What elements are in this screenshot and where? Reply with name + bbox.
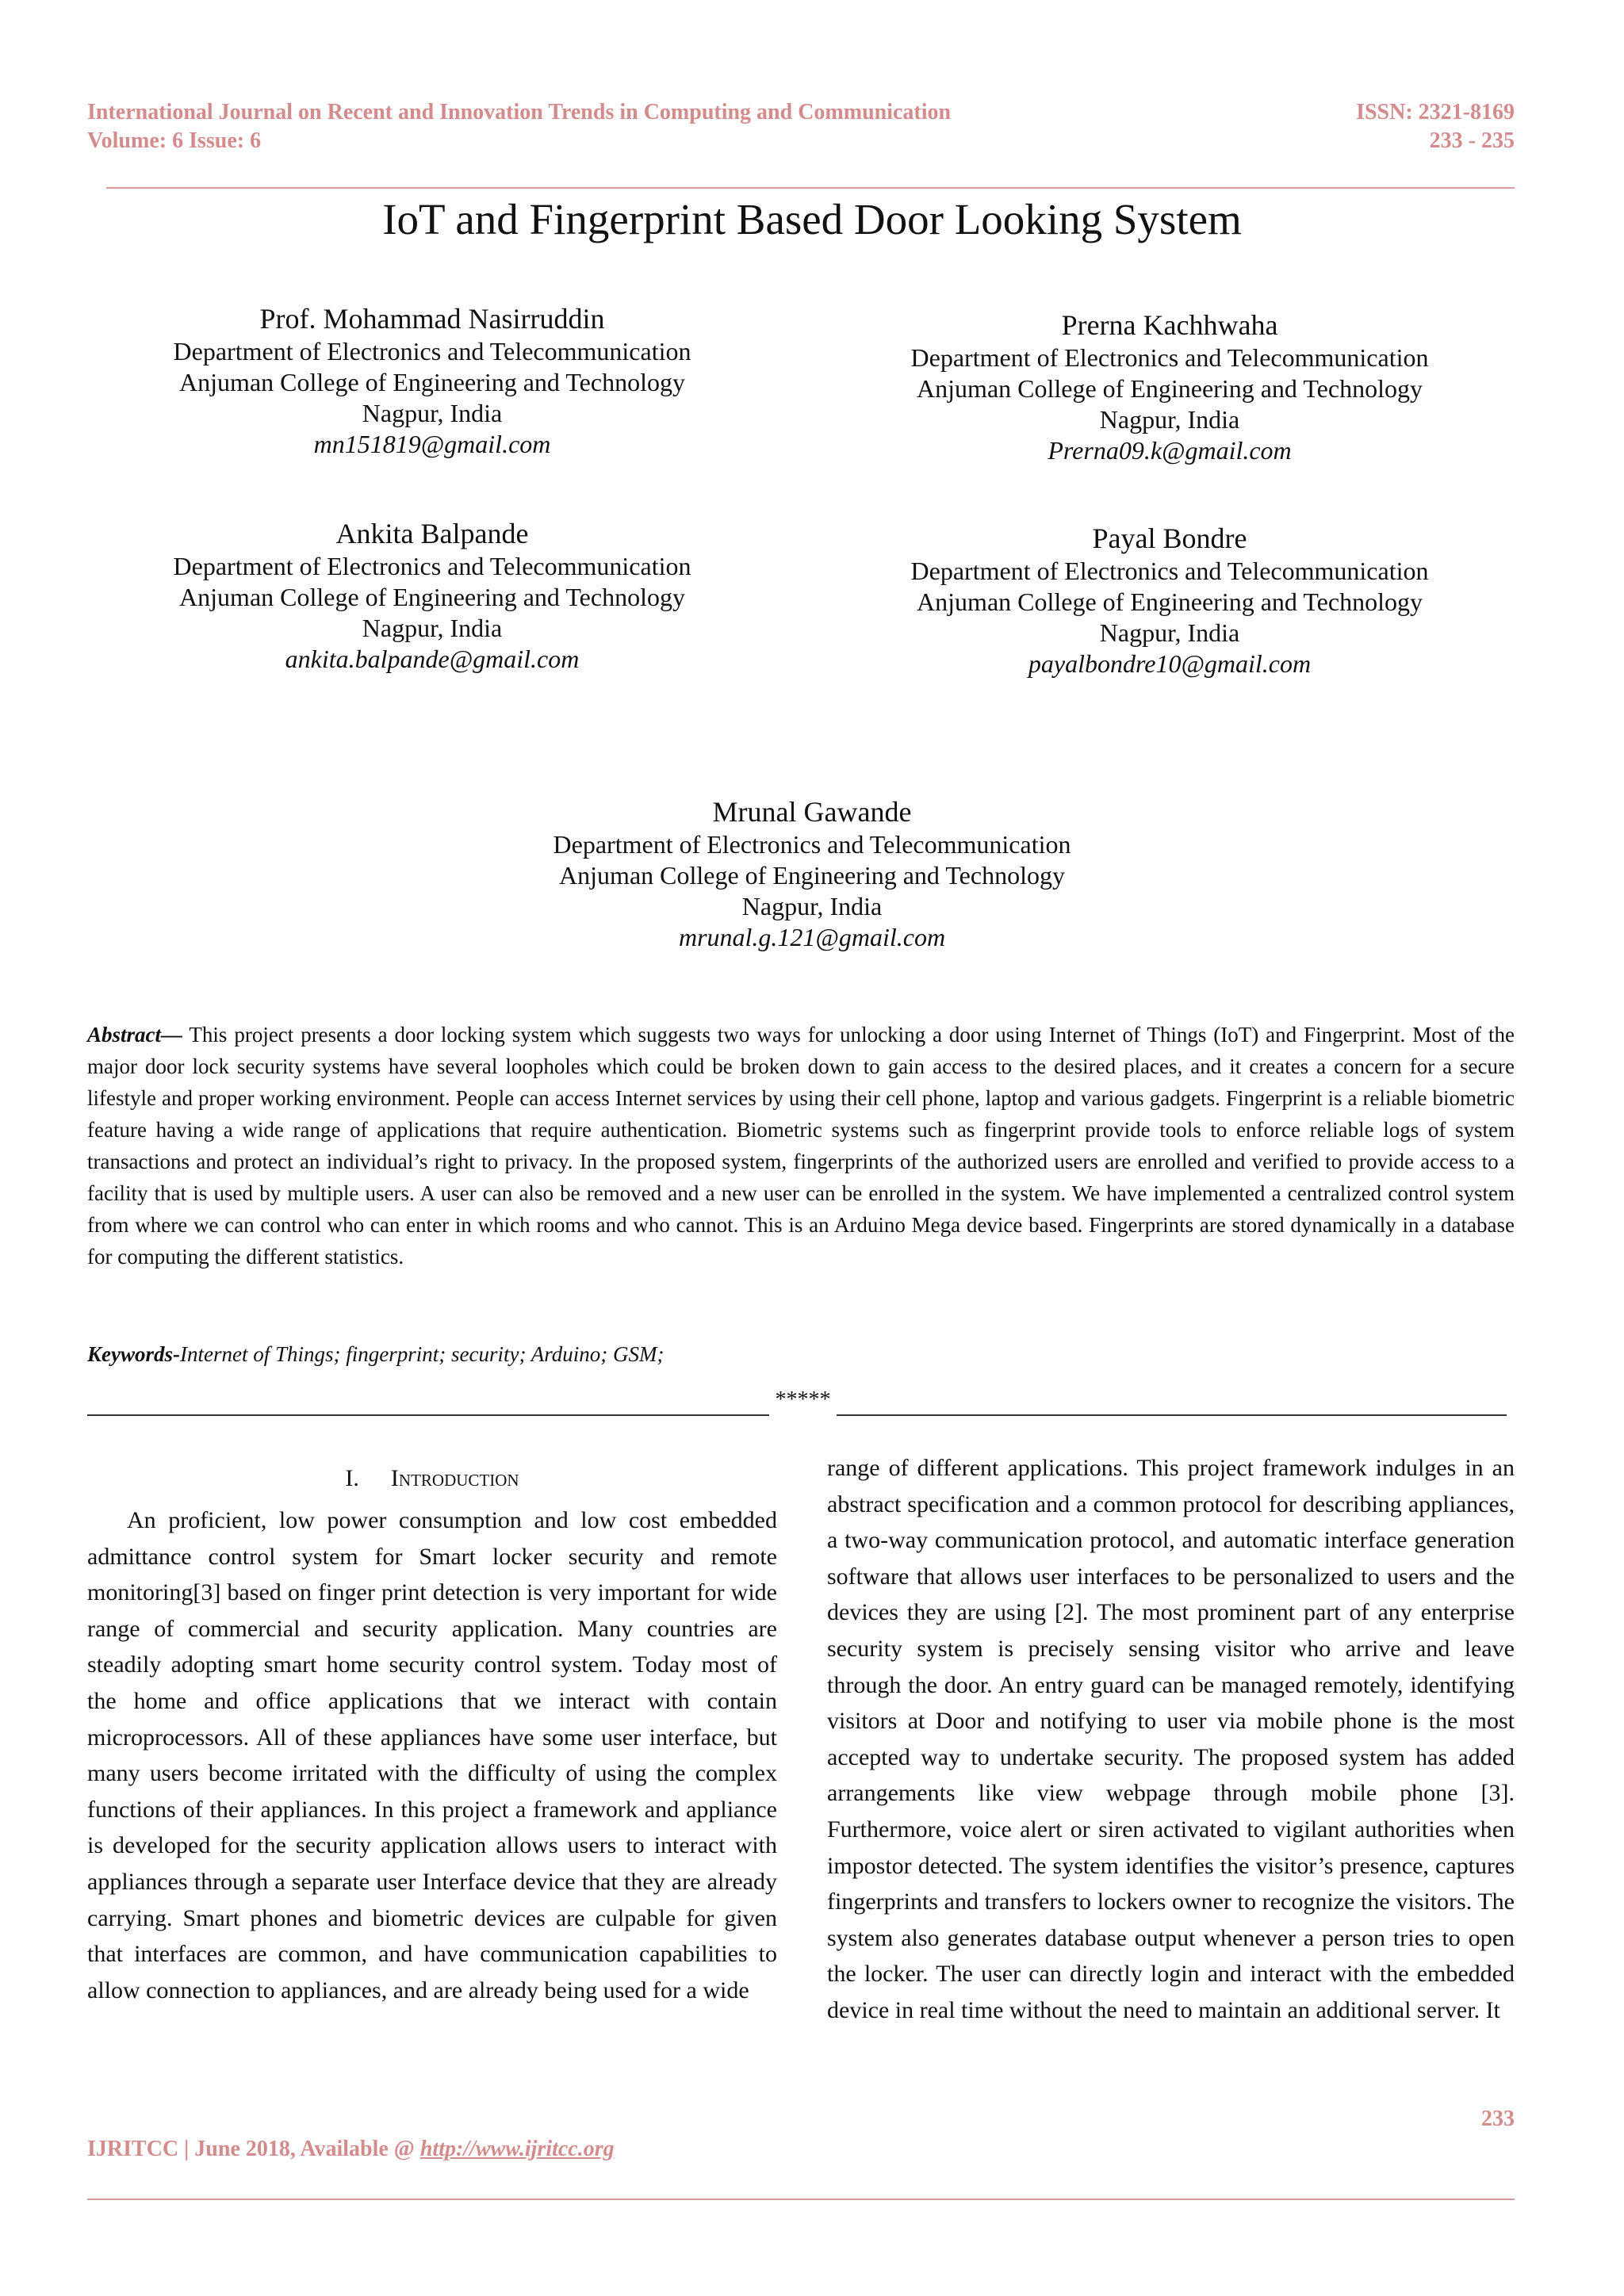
author-block — [864, 521, 1475, 679]
footer-link[interactable]: http://www.ijritcc.org — [419, 2137, 615, 2161]
journal-issn: ISSN: 2321-8169 — [1356, 100, 1515, 124]
footer-divider — [87, 2198, 1515, 2200]
body-paragraph: range of different applications. This project framework indulges in an abstract specification and a common protocol for describing appliances, a two-way communication protocol, and automatic interface generation software that allows user interfaces to be personalized to users and the devices they are using [2]. The most prominent part of any enterprise security system is precisely sensing visitor who arrive and leave through the door. An entry guard can be managed remotely, identifying visitors at Door and notifying to user via mobile phone is the most accepted way to undertake security. The proposed system has added arrangements like view webpage through mobile phone [3]. Furthermore, voice alert or siren activated to vigilant authorities when impostor detected. The system identifies the visitor’s presence, captures fingerprints and transfers to lockers owner to recognize the visitors. The system also generates database output whenever a person tries to open the locker. The user can directly login and interact with the embedded device in real time without the need to maintain an additional server. It — [827, 1455, 1515, 2023]
author-college: Anjuman College of Engineering and Technology — [917, 374, 1423, 403]
author-college: Anjuman College of Engineering and Technology — [179, 583, 685, 611]
author-email[interactable]: mrunal.g.121@gmail.com — [678, 923, 946, 951]
header-divider — [106, 187, 1515, 189]
author-block — [127, 516, 737, 675]
separator-line-left — [87, 1414, 769, 1416]
author-name: Prof. Mohammad Nasirruddin — [259, 303, 605, 335]
author-dept: Department of Electronics and Telecommunication — [173, 552, 691, 580]
author-email[interactable]: mn151819@gmail.com — [313, 430, 551, 458]
journal-header-right — [1269, 98, 1515, 155]
author-dept: Department of Electronics and Telecommunication — [553, 830, 1071, 859]
author-location: Nagpur, India — [1099, 618, 1240, 647]
page-number: 233 — [1481, 2107, 1515, 2131]
body-column-right — [827, 1450, 1515, 2029]
journal-name: International Journal on Recent and Innovation Trends in Computing and Communication — [87, 100, 952, 124]
paper-title: IoT and Fingerprint Based Door Looking System — [382, 195, 1242, 243]
section-title: Introduction — [390, 1465, 519, 1491]
author-name: Payal Bondre — [1092, 522, 1247, 554]
section-heading — [87, 1461, 777, 1496]
author-college: Anjuman College of Engineering and Technology — [917, 587, 1423, 616]
author-name: Ankita Balpande — [335, 518, 529, 549]
journal-header — [87, 98, 951, 155]
abstract-label: Abstract— — [87, 1023, 183, 1047]
keywords-label: Keywords- — [87, 1342, 180, 1366]
author-location: Nagpur, India — [362, 614, 503, 642]
journal-pages: 233 - 235 — [1429, 128, 1515, 153]
author-dept: Department of Electronics and Telecommunication — [910, 557, 1429, 585]
author-block — [127, 301, 737, 460]
abstract — [87, 1019, 1515, 1272]
body-column-left — [87, 1461, 777, 2008]
body-paragraph: An proficient, low power consumption and low cost embedded admittance control system for Smart locker security and remote monitoring[3] based on finger print detection is very important for wide range of commercial and security application. Many countries are steadily adopting smart home security control system. Today most of the home and office applications that we interact with contain microprocessors. All of these appliances have some user interface, but many users become irritated with the difficulty of using the complex functions of their appliances. In this project a framework and appliance is developed for the security application allows users to interact with appliances through a separate user Interface device that they are already carrying. Smart phones and biometric devices are culpable for given that interfaces are common, and have communication capabilities to allow connection to appliances, and are already being used for a wide — [87, 1507, 777, 2003]
footer — [87, 2135, 615, 2164]
author-dept: Department of Electronics and Telecommunication — [173, 337, 691, 365]
author-name: Prerna Kachhwaha — [1061, 309, 1278, 341]
author-email[interactable]: Prerna09.k@gmail.com — [1048, 436, 1292, 465]
author-location: Nagpur, India — [741, 892, 883, 920]
author-location: Nagpur, India — [362, 399, 503, 427]
author-email[interactable]: ankita.balpande@gmail.com — [285, 645, 580, 673]
section-number: I. — [345, 1465, 359, 1491]
journal-volume: Volume: 6 Issue: 6 — [87, 128, 262, 153]
author-block — [864, 308, 1475, 466]
keywords-text: Internet of Things; fingerprint; security; Arduino; GSM; — [180, 1342, 665, 1366]
author-college: Anjuman College of Engineering and Technology — [179, 368, 685, 396]
keywords — [87, 1339, 1515, 1369]
abstract-text: This project presents a door locking system which suggests two ways for unlocking a door using Internet of Things (IoT) and Fingerprint. Most of the major door lock security systems have several loopholes which could be broken down to gain access to the desired places, and it creates a concern for a secure lifestyle and proper working environment. People can access Internet services by using their cell phone, laptop and various gadgets. Fingerprint is a reliable biometric feature having a wide range of applications that require authentication. Biometric systems such as fingerprint provide tools to enforce reliable logs of system transactions and protect an individual’s right to privacy. In the proposed system, fingerprints of the authorized users are enrolled and verified to provide access to a facility that is used by multiple users. A user can also be removed and a new user can be enrolled in the system. We have implemented a centralized control system from where we can control who can enter in which rooms and who cannot. This is an Arduino Mega device based. Fingerprints are stored dynamically in a database for computing the different statistics. — [87, 1023, 1515, 1269]
author-dept: Department of Electronics and Telecommunication — [910, 343, 1429, 372]
author-block — [476, 794, 1148, 953]
separator-line-right — [837, 1414, 1507, 1416]
separator-stars: ***** — [775, 1387, 831, 1412]
footer-text: IJRITCC | June 2018, Available @ — [87, 2137, 420, 2161]
author-email[interactable]: payalbondre10@gmail.com — [1028, 649, 1312, 678]
author-college: Anjuman College of Engineering and Technology — [559, 861, 1065, 890]
author-location: Nagpur, India — [1099, 405, 1240, 434]
author-name: Mrunal Gawande — [712, 796, 912, 828]
